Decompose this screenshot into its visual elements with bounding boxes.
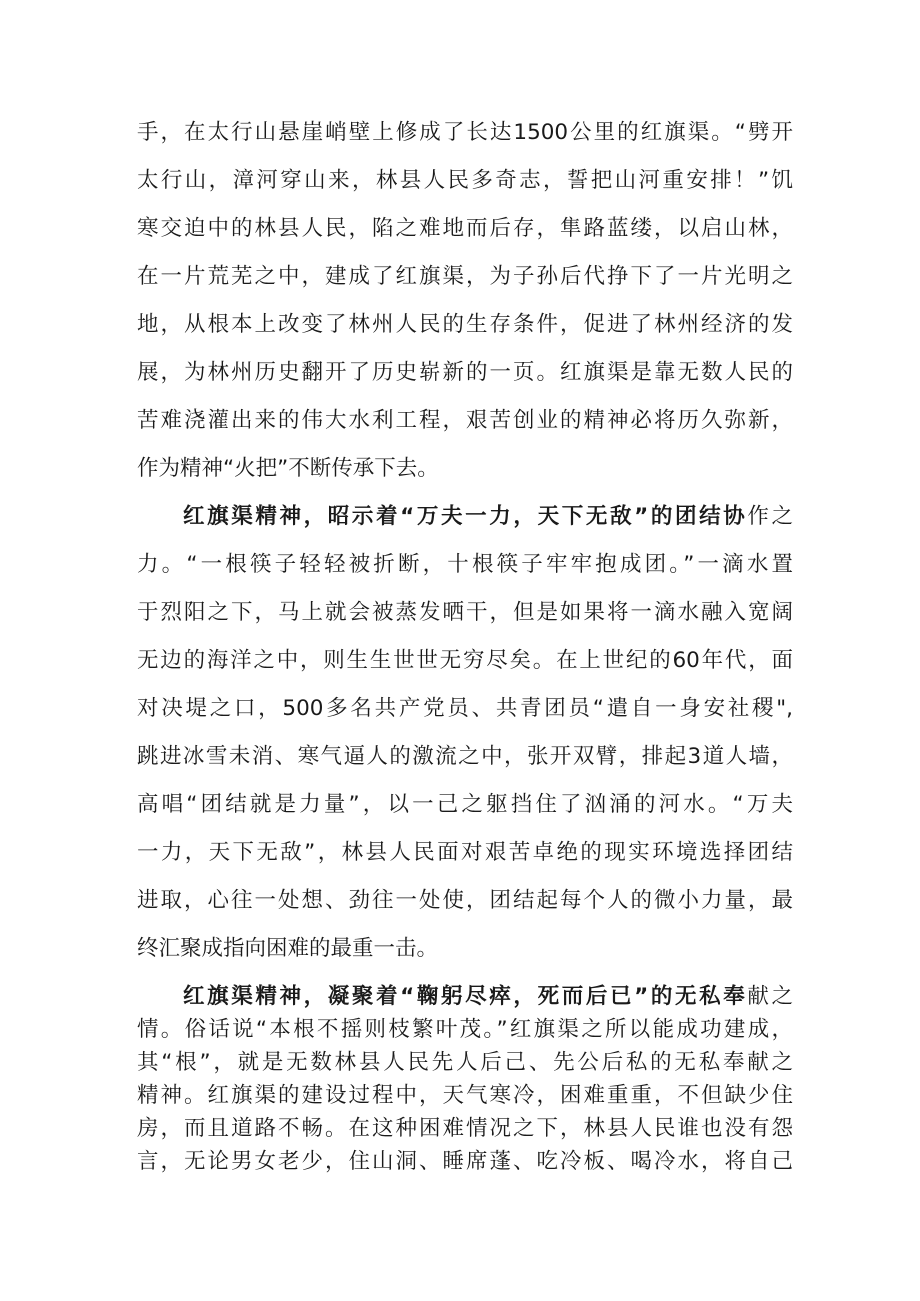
text-line: 终汇聚成指向困难的最重一击。 bbox=[137, 936, 439, 961]
text-line bbox=[137, 982, 793, 1012]
text-line: 太行山，漳河穿山来，林县人民多奇志，誓把山河重安排！”饥 bbox=[137, 168, 793, 193]
text-line: 高唱“团结就是力量”，以一己之躯挡住了汹涌的河水。“万夫 bbox=[137, 792, 793, 817]
text-line: 于烈阳之下，马上就会被蒸发晒干，但是如果将一滴水融入宽阔 bbox=[137, 600, 793, 625]
text-line: 地，从根本上改变了林州人民的生存条件，促进了林州经济的发 bbox=[137, 312, 793, 337]
text-line: 对决堤之口，500多名共产党员、共青团员“遣自一身安社稷", bbox=[137, 696, 793, 721]
text-line: 其“根”，就是无数林县人民先人后己、先公后私的无私奉献之 bbox=[137, 1050, 793, 1075]
text-line: 房，而且道路不畅。在这种困难情况之下，林县人民谁也没有怨 bbox=[137, 1116, 793, 1141]
text-line: 寒交迫中的林县人民，陷之难地而后存，隼路蓝缕，以启山林， bbox=[137, 216, 793, 241]
text-line: 苦难浇灌出来的伟大水利工程，艰苦创业的精神必将历久弥新， bbox=[137, 408, 793, 433]
text-line: 言，无论男女老少，住山洞、睡席蓬、吃冷板、喝冷水，将自己 bbox=[137, 1149, 793, 1174]
text-line: 进取，心往一处想、劲往一处使，团结起每个人的微小力量，最 bbox=[137, 888, 793, 913]
paragraph-lead: 红旗渠精神，凝聚着“鞠躬尽瘁，死而后已”的无私奉 bbox=[183, 984, 748, 1009]
text-line bbox=[137, 502, 793, 532]
paragraph-lead-rest: 献之 bbox=[747, 984, 793, 1009]
text-line: 跳进冰雪未消、寒气逼人的激流之中，张开双臂，排起3道人墙， bbox=[137, 744, 793, 769]
text-line: 无边的海洋之中，则生生世世无穷尽矣。在上世纪的60年代，面 bbox=[137, 648, 793, 673]
text-line: 在一片荒芜之中，建成了红旗渠，为子孙后代挣下了一片光明之 bbox=[137, 264, 793, 289]
text-line: 展，为林州历史翻开了历史崭新的一页。红旗渠是靠无数人民的 bbox=[137, 360, 793, 385]
paragraph-lead: 红旗渠精神，昭示着“万夫一力，天下无敌”的团结协 bbox=[183, 504, 748, 529]
text-line: 作为精神“火把”不断传承下去。 bbox=[137, 456, 439, 481]
text-line: 力。“一根筷子轻轻被折断，十根筷子牢牢抱成团。”一滴水置 bbox=[137, 552, 793, 577]
text-line: 手，在太行山悬崖峭壁上修成了长达1500公里的红旗渠。“劈开 bbox=[137, 120, 793, 145]
text-line: 一力，天下无敌”，林县人民面对艰苦卓绝的现实环境选择团结 bbox=[137, 840, 793, 865]
text-line: 情。俗话说“本根不摇则枝繁叶茂。”红旗渠之所以能成功建成， bbox=[137, 1017, 793, 1042]
paragraph-lead-rest: 作之 bbox=[747, 504, 793, 529]
text-line: 精神。红旗渠的建设过程中，天气寒冷，困难重重，不但缺少住 bbox=[137, 1083, 793, 1108]
